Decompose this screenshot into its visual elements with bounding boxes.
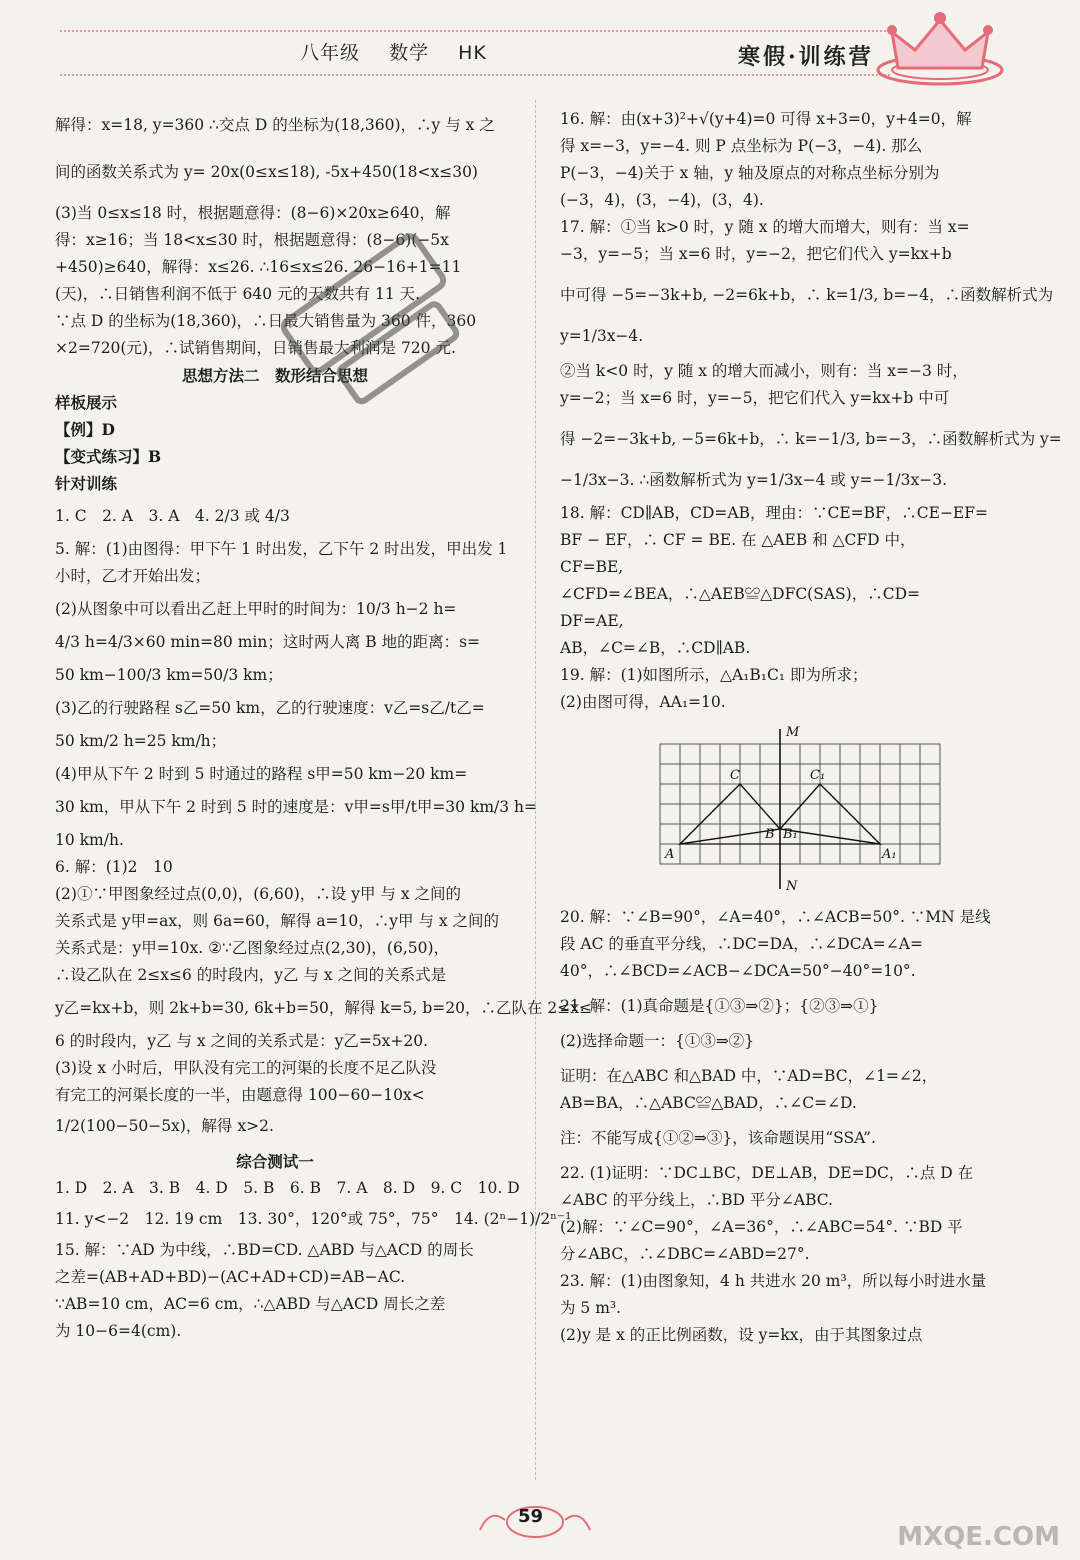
answer-line: 40°，∴∠BCD=∠ACB−∠DCA=50°−40°=10°. — [560, 962, 916, 980]
header-info — [300, 38, 509, 65]
example-answer: 【例】D — [55, 420, 115, 439]
answer-line: 注：不能写成{①②⇒③}，该命题误用“SSA”. — [560, 1129, 876, 1147]
answer-line: 中可得 −5=−3k+b, −2=6k+b，∴ k=1/3, b=−4，∴函数解析式为 — [560, 286, 1054, 304]
answer-line: ∠ABC 的平分线上，∴BD 平分∠ABC. — [560, 1191, 833, 1209]
grid-lines — [660, 744, 940, 864]
label-c: C — [730, 768, 740, 783]
column-divider — [535, 100, 536, 1480]
answer-line: (2)由图可得，AA₁=10. — [560, 693, 726, 711]
label-b1: B₁ — [783, 827, 798, 842]
answer-line: 间的函数关系式为 y= 20x(0≤x≤18), -5x+450(18<x≤30) — [55, 163, 478, 181]
grade-label: 八年级 — [300, 42, 361, 64]
answer-line: 有完工的河渠长度的一半，由题意得 100−60−10x< — [55, 1086, 425, 1104]
answer-line: 11. y<−2 12. 19 cm 13. 30°，120°或 75°，75° 14. (2ⁿ−1)/2ⁿ⁻¹ — [55, 1210, 572, 1228]
edition-label: HK — [458, 42, 487, 64]
answer-line: 得 −2=−3k+b, −5=6k+b，∴ k=−1/3, b=−3，∴函数解析式为 y= — [560, 430, 1062, 448]
answer-line: 1. C 2. A 3. A 4. 2/3 或 4/3 — [55, 507, 290, 525]
answer-line: 为 5 m³. — [560, 1299, 622, 1317]
answer-line: y=1/3x−4. — [560, 327, 644, 345]
site-watermark: MXQE.COM — [897, 1522, 1060, 1552]
answer-line: ∠CFD=∠BEA，∴△AEB≌△DFC(SAS)，∴CD= — [560, 585, 920, 603]
answer-line: 20. 解：∵∠B=90°，∠A=40°，∴∠ACB=50°. ∵MN 是线 — [560, 908, 991, 926]
answer-line: AB，∠C=∠B，∴CD∥AB. — [560, 639, 751, 657]
section-title: 综合测试一 — [236, 1152, 314, 1171]
answer-line: 50 km/2 h=25 km/h； — [55, 732, 227, 750]
watermark-stamp-icon — [265, 200, 485, 440]
answer-line: ∵点 D 的坐标为(18,360)，∴日最大销售量为 360 件，360 — [55, 312, 477, 330]
brand-title: 寒假·训练营 — [738, 44, 874, 70]
answer-line: 小时，乙才开始出发； — [55, 567, 211, 585]
answer-line: 之差=(AB+AD+BD)−(AC+AD+CD)=AB−AC. — [55, 1268, 406, 1286]
answer-line: −3，y=−5；当 x=6 时，y=−2，把它们代入 y=kx+b — [560, 245, 952, 263]
answer-line: 关系式是 y甲=ax，则 6a=60，解得 a=10，∴y甲 与 x 之间的 — [55, 912, 500, 930]
page-header — [0, 0, 1080, 100]
answer-line: 5. 解：(1)由图得：甲下午 1 时出发，乙下午 2 时出发，甲出发 1 — [55, 540, 508, 558]
answer-line: 50 km−100/3 km=50/3 km； — [55, 666, 283, 684]
answer-line: (2)y 是 x 的正比例函数，设 y=kx，由于其图象过点 — [560, 1326, 923, 1344]
answer-line: 23. 解：(1)由图象知，4 h 共进水 20 m³，所以每小时进水量 — [560, 1272, 987, 1290]
answer-line: 19. 解：(1)如图所示，△A₁B₁C₁ 即为所求； — [560, 666, 868, 684]
header-dotted-line — [60, 74, 890, 76]
label-n: N — [786, 879, 798, 894]
answer-line: (4)甲从下午 2 时到 5 时通过的路程 s甲=50 km−20 km= — [55, 765, 468, 783]
answer-line: 16. 解：由(x+3)²+√(y+4)=0 可得 x+3=0，y+4=0，解 — [560, 110, 972, 128]
answer-line: 10 km/h. — [55, 831, 124, 849]
section-title: 思想方法二 数形结合思想 — [181, 366, 368, 385]
answer-line: 1. D 2. A 3. B 4. D 5. B 6. B 7. A 8. D 9. C 10. D — [55, 1179, 520, 1197]
symmetry-figure — [645, 724, 945, 894]
variant-answer: 【变式练习】B — [55, 447, 162, 466]
answer-line: y=−2；当 x=6 时，y=−5，把它们代入 y=kx+b 中可 — [560, 389, 950, 407]
label-b: B — [765, 827, 775, 842]
answer-line: ②当 k<0 时，y 随 x 的增大而减小，则有：当 x=−3 时， — [560, 362, 968, 380]
page-number: 59 — [518, 1506, 544, 1527]
answer-line: AB=BA，∴△ABC≌△BAD，∴∠C=∠D. — [560, 1094, 857, 1112]
grid-diagram — [645, 724, 945, 894]
answer-line: +450)≥640，解得：x≤26. ∴16≤x≤26. 26−16+1=11 — [55, 258, 462, 276]
answer-line: 为 10−6=4(cm). — [55, 1322, 182, 1340]
subsection-title: 样板展示 — [55, 393, 118, 412]
answer-line: y乙=kx+b，则 2k+b=30, 6k+b=50，解得 k=5, b=20，∴乙队在 2≤x≤ — [55, 999, 592, 1017]
answer-line: 1/2(100−50−5x)，解得 x>2. — [55, 1117, 274, 1135]
answer-line: ×2=720(元)，∴试销售期间，日销售最大利润是 720 元. — [55, 339, 456, 357]
answer-line: (2)从图象中可以看出乙赶上甲时的时间为：10/3 h−2 h= — [55, 600, 457, 618]
answer-line: 段 AC 的垂直平分线，∴DC=DA，∴∠DCA=∠A= — [560, 935, 923, 953]
answer-line: 18. 解：CD∥AB，CD=AB，理由：∵CE=BF，∴CE−EF= — [560, 504, 988, 522]
answer-line: 15. 解：∵AD 为中线，∴BD=CD. △ABD 与△ACD 的周长 — [55, 1241, 474, 1259]
label-a: A — [665, 847, 675, 862]
answer-line: 22. (1)证明：∵DC⊥BC，DE⊥AB，DE=DC，∴点 D 在 — [560, 1164, 974, 1182]
answer-line: (2)选择命题一：{①③⇒②} — [560, 1032, 755, 1050]
label-a1: A₁ — [882, 847, 897, 862]
answer-line: 6 的时段内，y乙 与 x 之间的关系式是：y乙=5x+20. — [55, 1032, 429, 1050]
answer-line: (3)乙的行驶路程 s乙=50 km，乙的行驶速度：v乙=s乙/t乙= — [55, 699, 485, 717]
label-m: M — [786, 725, 800, 740]
answer-line: P(−3，−4)关于 x 轴，y 轴及原点的对称点坐标分别为 — [560, 164, 940, 182]
answer-line: 17. 解：①当 k>0 时，y 随 x 的增大而增大，则有：当 x= — [560, 218, 970, 236]
answer-line: 解得：x=18, y=360 ∴交点 D 的坐标为(18,360)，∴y 与 x 之 — [55, 116, 495, 134]
answer-line: (2)①∵甲图象经过点(0,0)，(6,60)，∴设 y甲 与 x 之间的 — [55, 885, 462, 903]
answer-line: CF=BE, — [560, 558, 624, 576]
subsection-title: 针对训练 — [55, 474, 118, 493]
answer-line: ∵AB=10 cm，AC=6 cm，∴△ABD 与△ACD 周长之差 — [55, 1295, 446, 1313]
answer-line: (3)当 0≤x≤18 时，根据题意得：(8−6)×20x≥640，解 — [55, 204, 451, 222]
answer-line: 证明：在△ABC 和△BAD 中，∵AD=BC，∠1=∠2， — [560, 1067, 938, 1085]
answer-line: (天)，∴日销售利润不低于 640 元的天数共有 11 天. — [55, 285, 421, 303]
answer-line: 21. 解：(1)真命题是{①③⇒②}；{②③⇒①} — [560, 997, 879, 1015]
answer-line: DF=AE, — [560, 612, 624, 630]
answer-line: 得：x≥16；当 18<x≤30 时，根据题意得：(8−6)(−5x — [55, 231, 449, 249]
answer-line: 4/3 h=4/3×60 min=80 min；这时两人离 B 地的距离：s= — [55, 633, 481, 651]
label-c1: C₁ — [810, 768, 826, 783]
answer-line: (2)解：∵∠C=90°，∠A=36°，∴∠ABC=54°. ∵BD 平 — [560, 1218, 963, 1236]
answer-line: −1/3x−3. ∴函数解析式为 y=1/3x−4 或 y=−1/3x−3. — [560, 471, 947, 489]
answer-line: (−3，4)，(3，−4)，(3，4). — [560, 191, 764, 209]
answer-line: 得 x=−3，y=−4. 则 P 点坐标为 P(−3，−4). 那么 — [560, 137, 923, 155]
answer-line: 6. 解：(1)2 10 — [55, 858, 173, 876]
answer-line: BF − EF，∴ CF = BE. 在 △AEB 和 △CFD 中， — [560, 531, 916, 549]
subject-label: 数学 — [389, 42, 430, 64]
answer-line: 30 km，甲从下午 2 时到 5 时的速度是：v甲=s甲/t甲=30 km/3 h= — [55, 798, 538, 816]
answer-line: ∴设乙队在 2≤x≤6 的时段内，y乙 与 x 之间的关系式是 — [55, 966, 447, 984]
header-dotted-line — [60, 30, 890, 32]
right-column — [560, 100, 1062, 1349]
crown-logo-icon — [870, 10, 1010, 90]
answer-line: (3)设 x 小时后，甲队没有完工的河渠的长度不足乙队没 — [55, 1059, 437, 1077]
answer-line: 分∠ABC，∴∠DBC=∠ABD=27°. — [560, 1245, 810, 1263]
answer-line: 关系式是：y甲=10x. ②∵乙图象经过点(2,30)，(6,50)， — [55, 939, 450, 957]
